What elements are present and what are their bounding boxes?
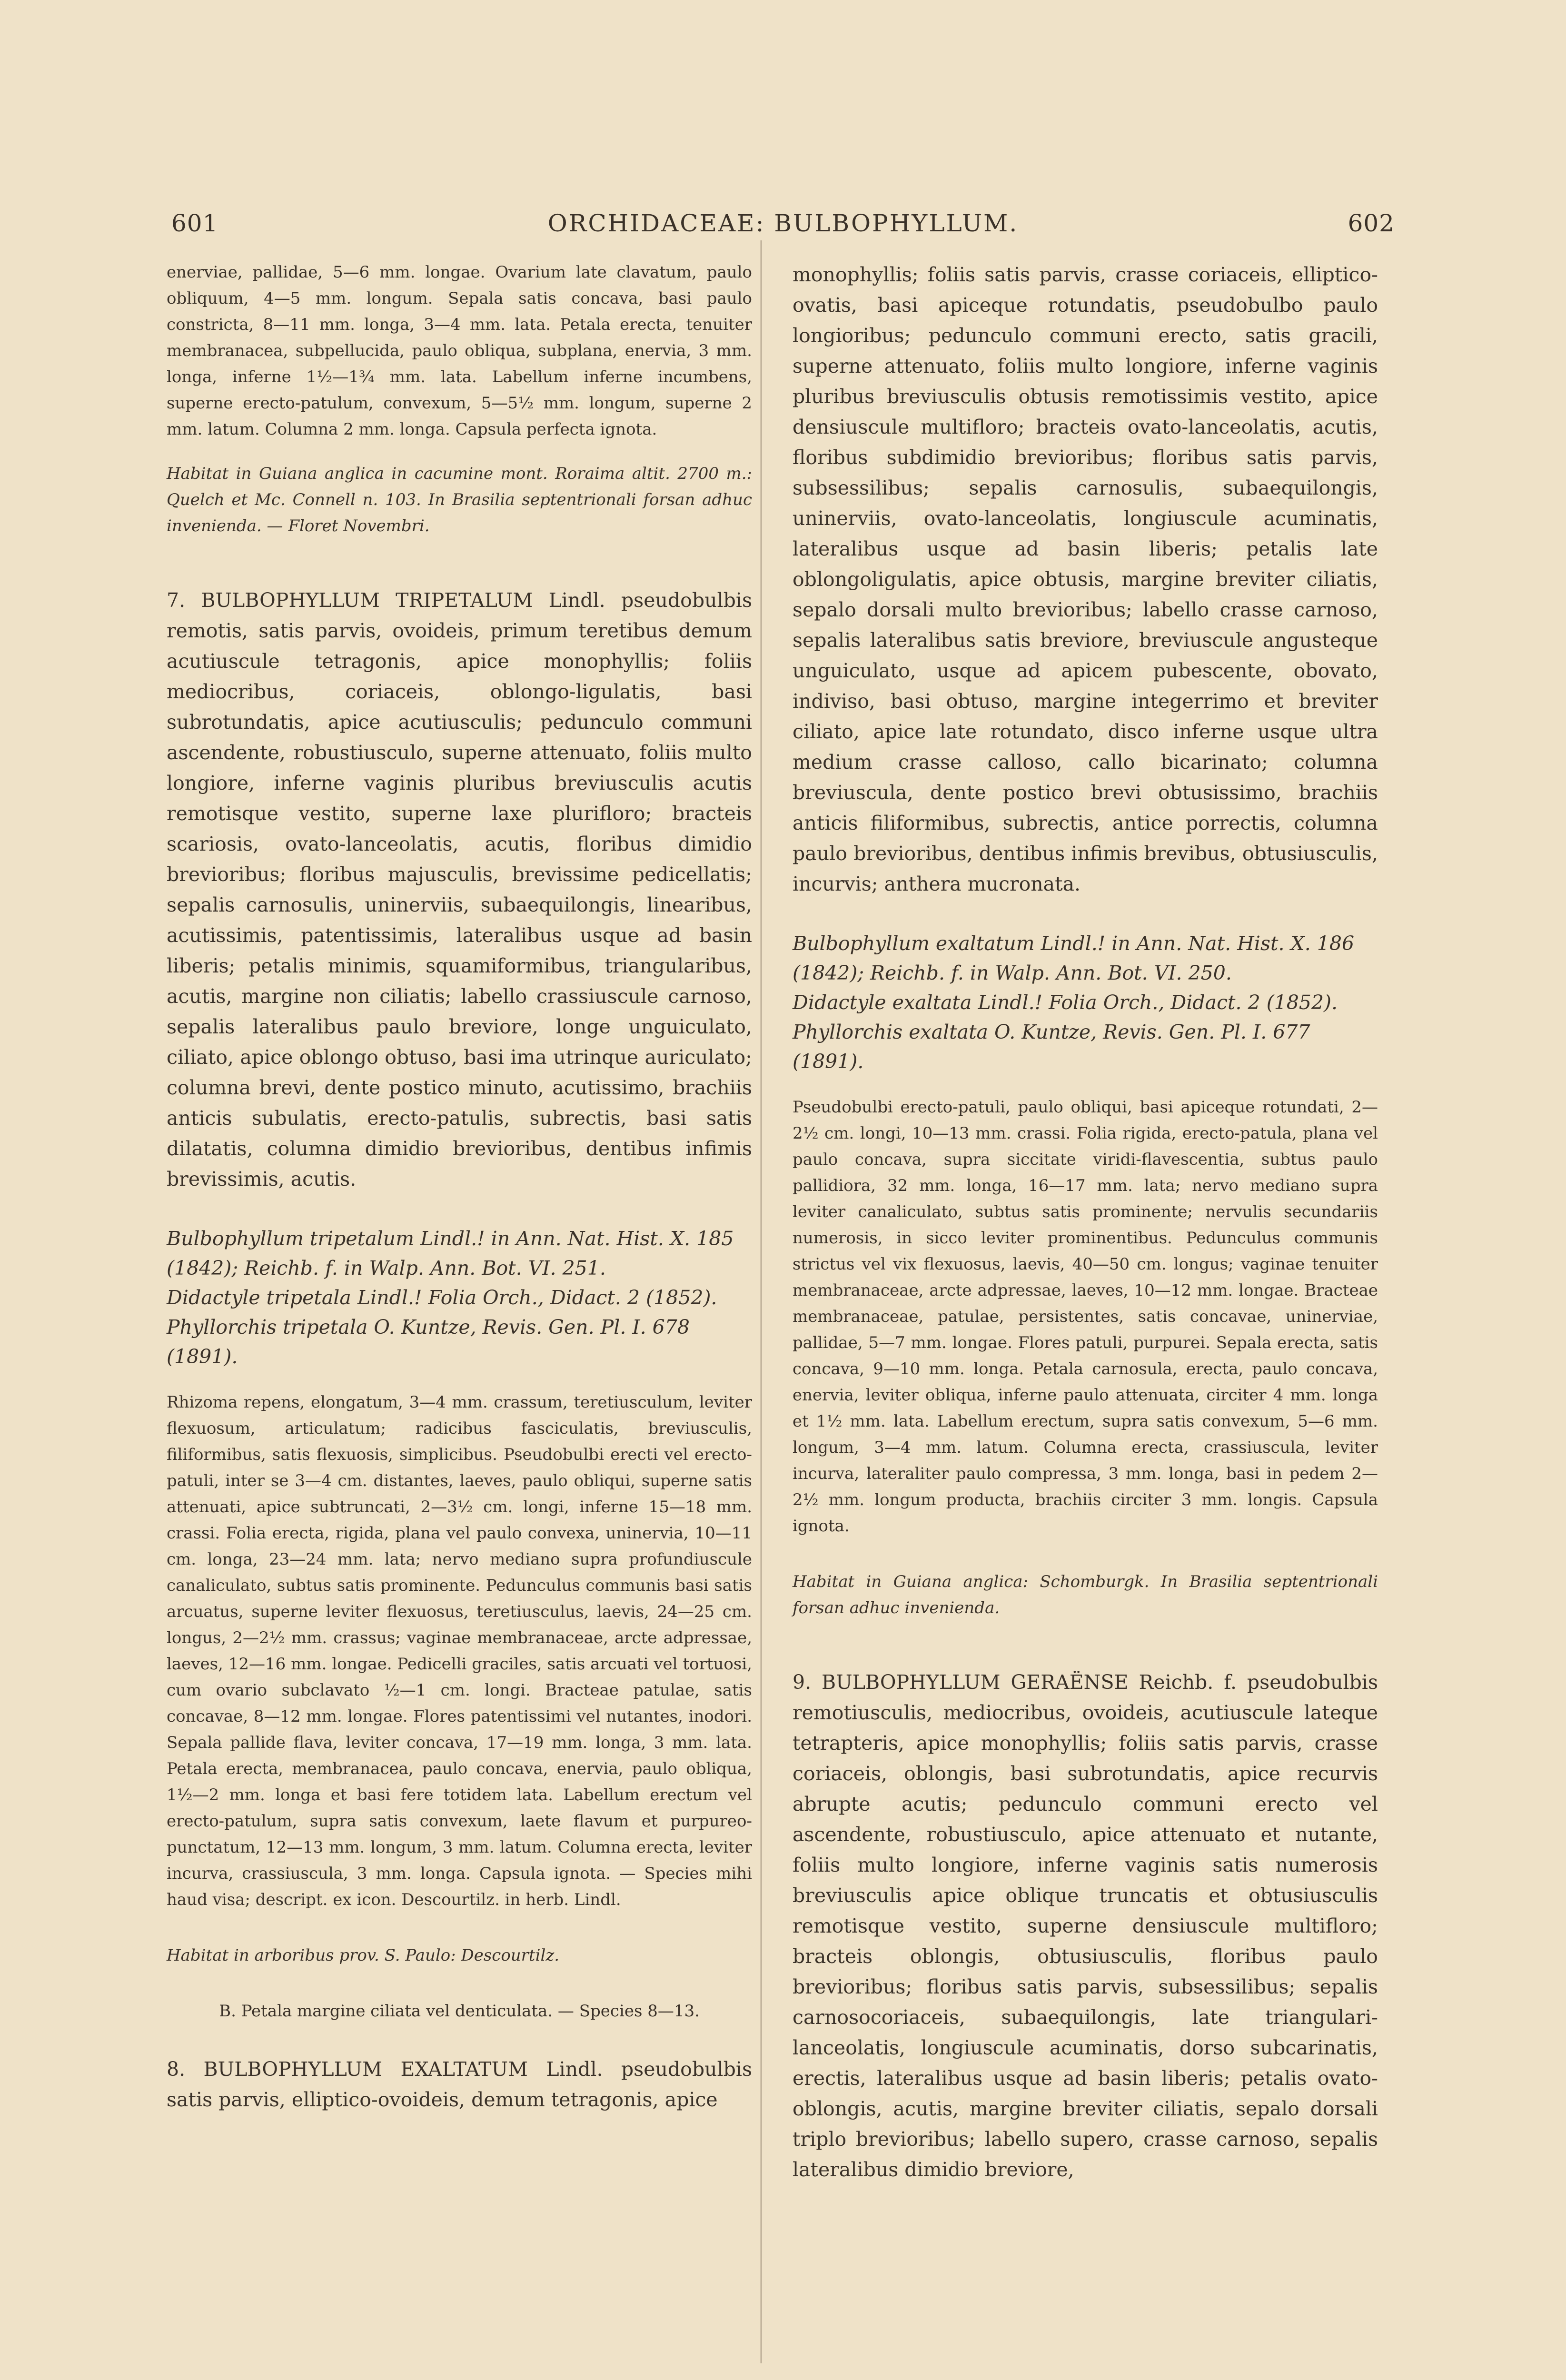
section-heading: B. Petala margine ciliata vel denticulata. — Species 8—13. [219,2002,700,2021]
synonym-line: Bulbophyllum exaltatum Lindl.! in Ann. Nat. Hist. X. 186 (1842); Reichb. f. in Walp. Ann. Bot. VI. 250. [793,932,1355,984]
species-8-description: Pseudobulbi erecto-patuli, paulo obliqui, basi apiceque rotundati, 2—2½ cm. longi, 10—13 mm. crassi. Folia rigida, erecto-patula, plana vel paulo concava, supra siccitate viridi-flavescentia, subtus paulo pallidiora, 32 mm. longa, 16—17 mm. lata; nervo mediano supra leviter canaliculato, subtus satis prominente; nervulis secundariis numerosis, in sicco leviter prominentibus. Pedunculus communis strictus vel vix flexuosus, laevis, 40—50 cm. longus; vaginae tenuiter membranaceae, arcte adpressae, laeves, 10—12 mm. longae. Bracteae membranaceae, patulae, persistentes, satis concavae, uninerviae, pallidae, 5—7 mm. longae. Flores patuli, purpurei. Sepala erecta, satis concava, 9—10 mm. longa. Petala carnosula, erecta, paulo concava, enervia, leviter obliqua, inferne paulo attenuata, circiter 4 mm. longa et 1½ mm. lata. Labellum erectum, supra satis convexum, 5—6 mm. longum, 3—4 mm. latum. Columna erecta, crassiuscula, leviter incurva, lateraliter paulo compressa, 3 mm. longa, basi in pedem 2—2½ mm. longum producta, brachiis circiter 3 mm. longis. Capsula ignota. [793,1098,1378,1536]
running-title: ORCHIDACEAE: BULBOPHYLLUM. [547,209,1019,237]
page-header [157,209,1409,243]
page-number-right: 602 [1348,209,1395,237]
habitat-note: Habitat in Guiana anglica: Schomburgk. In Brasilia septentrionali forsan adhuc invenienda. [793,1572,1378,1617]
page-number-left: 601 [171,209,218,237]
synonym-line: Phyllorchis tripetala O. Kuntze, Revis. Gen. Pl. I. 678 (1891). [167,1316,690,1368]
synonym-line: Didactyle tripetala Lindl.! Folia Orch., Didact. 2 (1852). [167,1286,717,1309]
synonym-line: Didactyle exaltata Lindl.! Folia Orch., Didact. 2 (1852). [793,991,1338,1014]
description-continued: enerviae, pallidae, 5—6 mm. longae. Ovarium late clavatum, paulo obliquum, 4—5 mm. longum. Sepala satis concava, basi paulo constricta, 8—11 mm. longa, 3—4 mm. lata. Petala erecta, tenuiter membranacea, subpellucida, paulo obliqua, subplana, enervia, 3 mm. longa, inferne 1½—1¾ mm. lata. Labellum inferne incumbens, superne erecto-patulum, convexum, 5—5½ mm. longum, superne 2 mm. latum. Columna 2 mm. longa. Capsula perfecta ignota. [167,263,752,439]
synonym-line: Phyllorchis exaltata O. Kuntze, Revis. Gen. Pl. I. 677 (1891). [793,1021,1310,1073]
left-column [167,259,752,2115]
species-7-diagnosis: 7. BULBOPHYLLUM TRIPETALUM Lindl. pseudobulbis remotis, satis parvis, ovoideis, primum teretibus demum acutiuscule tetragonis, apice monophyllis; foliis mediocribus, coriaceis, oblongo-ligulatis, basi subrotundatis, apice acutiusculis; pedunculo communi ascendente, robustiusculo, superne attenuato, foliis multo longiore, inferne vaginis pluribus breviusculis acutis remotisque vestito, superne laxe plurifloro; bracteis scariosis, ovato-lanceolatis, acutis, floribus dimidio brevioribus; floribus majusculis, brevissime pedicellatis; sepalis carnosulis, uninerviis, subaequilongis, linearibus, acutissimis, patentissimis, lateralibus usque ad basin liberis; petalis minimis, squamiformibus, triangularibus, acutis, margine non ciliatis; labello crassiuscule carnoso, sepalis lateralibus paulo breviore, longe unguiculato, ciliato, apice oblongo obtuso, basi ima utrinque auriculato; columna brevi, dente postico minuto, acutissimo, brachiis anticis subulatis, erecto-patulis, subrectis, basi satis dilatatis, columna dimidio brevioribus, dentibus infimis brevissimis, acutis. [167,589,752,1190]
habitat-note: Habitat in arboribus prov. S. Paulo: Descourtilz. [167,1946,560,1965]
column-divider [761,240,762,2363]
species-8-diagnosis-continued: monophyllis; foliis satis parvis, crasse coriaceis, elliptico-ovatis, basi apiceque rotundatis, pseudobulbo paulo longioribus; pedunculo communi erecto, satis gracili, superne attenuato, foliis multo longiore, inferne vaginis pluribus breviusculis obtusis remotissimis vestito, apice densiuscule multifloro; bracteis ovato-lanceolatis, acutis, floribus subdimidio brevioribus; floribus satis parvis, subsessilibus; sepalis carnosulis, subaequilongis, uninerviis, ovato-lanceolatis, longiuscule acuminatis, lateralibus usque ad basin liberis; petalis late oblongoligulatis, apice obtusis, margine breviter ciliatis, sepalo dorsali multo brevioribus; labello crasse carnoso, sepalis lateralibus satis breviore, breviuscule angusteque unguiculato, usque ad apicem pubescente, obovato, indiviso, basi obtuso, margine integerrimo et breviter ciliato, apice late rotundato, disco inferne usque ultra medium crasse calloso, callo bicarinato; columna breviuscula, dente postico brevi obtusissimo, brachiis anticis filiformibus, subrectis, antice porrectis, columna paulo brevioribus, dentibus infimis brevibus, obtusiusculis, incurvis; anthera mucronata. [793,263,1378,895]
habitat-note: Habitat in Guiana anglica in cacumine mont. Roraima altit. 2700 m.: Quelch et Mc. Connell n. 103. In Brasilia septentrionali forsan adhuc invenienda. — Floret Novembri. [167,464,752,536]
right-column [793,259,1378,2185]
species-9-diagnosis: 9. BULBOPHYLLUM GERAËNSE Reichb. f. pseudobulbis remotiusculis, mediocribus, ovoideis, acutiuscule lateque tetrapteris, apice monophyllis; foliis satis parvis, crasse coriaceis, oblongis, basi subrotundatis, apice recurvis abrupte acutis; pedunculo communi erecto vel ascendente, robustiusculo, apice attenuato et nutante, foliis multo longiore, inferne vaginis satis numerosis breviusculis apice oblique truncatis et obtusiusculis remotisque vestito, superne densiuscule multifloro; bracteis oblongis, obtusiusculis, floribus paulo brevioribus; floribus satis parvis, subsessilibus; sepalis carnosocoriaceis, subaequilongis, late triangulari-lanceolatis, longiuscule acuminatis, dorso subcarinatis, erectis, lateralibus usque ad basin liberis; petalis ovato-oblongis, acutis, margine breviter ciliatis, sepalo dorsali triplo brevioribus; labello supero, crasse carnoso, sepalis lateralibus dimidio breviore, [793,1671,1378,2181]
synonym-line: Bulbophyllum tripetalum Lindl.! in Ann. Nat. Hist. X. 185 (1842); Reichb. f. in Walp. Ann. Bot. VI. 251. [167,1227,734,1279]
species-8-diagnosis-start: 8. BULBOPHYLLUM EXALTATUM Lindl. pseudobulbis satis parvis, elliptico-ovoideis, demum tetragonis, apice [167,2058,752,2111]
species-7-description: Rhizoma repens, elongatum, 3—4 mm. crassum, teretiusculum, leviter flexuosum, articulatum; radicibus fasciculatis, breviusculis, filiformibus, satis flexuosis, simplicibus. Pseudobulbi erecti vel erecto-patuli, inter se 3—4 cm. distantes, laeves, paulo obliqui, superne satis attenuati, apice subtruncati, 2—3½ cm. longi, inferne 15—18 mm. crassi. Folia erecta, rigida, plana vel paulo convexa, uninervia, 10—11 cm. longa, 23—24 mm. lata; nervo mediano supra profundiuscule canaliculato, subtus satis prominente. Pedunculus communis basi satis arcuatus, superne leviter flexuosus, teretiusculus, laevis, 24—25 cm. longus, 2—2½ mm. crassus; vaginae membranaceae, arcte adpressae, laeves, 12—16 mm. longae. Pedicelli graciles, satis arcuati vel tortuosi, cum ovario subclavato ½—1 cm. longi. Bracteae patulae, satis concavae, 8—12 mm. longae. Flores patentissimi vel nutantes, inodori. Sepala pallide flava, leviter concava, 17—19 mm. longa, 3 mm. lata. Petala erecta, membranacea, paulo concava, enervia, paulo obliqua, 1½—2 mm. longa et basi fere totidem lata. Labellum erectum vel erecto-patulum, supra satis convexum, laete flavum et purpureo-punctatum, 12—13 mm. longum, 3 mm. latum. Columna erecta, leviter incurva, crassiuscula, 3 mm. longa. Capsula ignota. — Species mihi haud visa; descript. ex icon. Descourtilz. in herb. Lindl. [167,1393,752,1909]
